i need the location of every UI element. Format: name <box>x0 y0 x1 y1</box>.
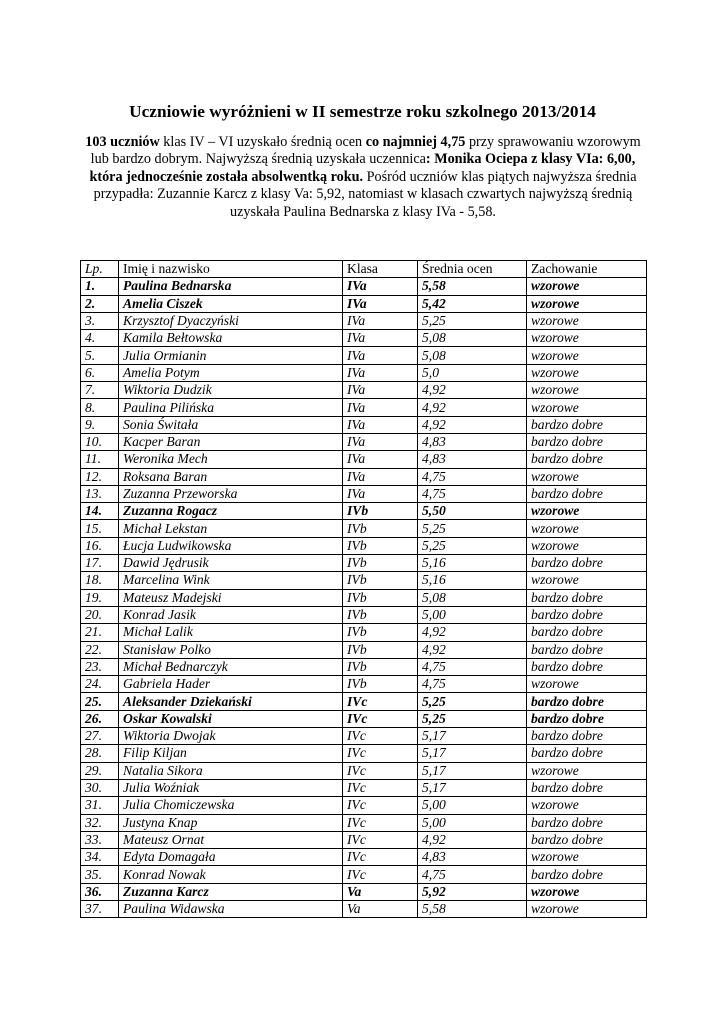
cell-class: IVa <box>343 312 418 329</box>
table-row <box>81 589 647 606</box>
cell-lp: 11. <box>81 451 119 468</box>
cell-name: Konrad Jasik <box>119 606 343 623</box>
cell-class: IVc <box>343 779 418 796</box>
cell-lp: 34. <box>81 849 119 866</box>
table-row <box>81 883 647 900</box>
cell-lp: 36. <box>81 883 119 900</box>
cell-behavior: bardzo dobre <box>527 779 647 796</box>
cell-lp: 17. <box>81 555 119 572</box>
cell-name: Julia Chomiczewska <box>119 797 343 814</box>
cell-lp: 10. <box>81 433 119 450</box>
cell-class: IVa <box>343 433 418 450</box>
table-row <box>81 641 647 658</box>
table-row <box>81 330 647 347</box>
cell-lp: 7. <box>81 382 119 399</box>
table-row <box>81 555 647 572</box>
cell-behavior: wzorowe <box>527 278 647 295</box>
cell-lp: 26. <box>81 710 119 727</box>
cell-class: IVa <box>343 364 418 381</box>
cell-class: IVa <box>343 347 418 364</box>
cell-average: 5,92 <box>418 883 527 900</box>
table-row <box>81 416 647 433</box>
cell-behavior: bardzo dobre <box>527 710 647 727</box>
cell-average: 5,08 <box>418 330 527 347</box>
cell-behavior: bardzo dobre <box>527 728 647 745</box>
cell-name: Justyna Knap <box>119 814 343 831</box>
cell-class: IVc <box>343 693 418 710</box>
cell-class: IVb <box>343 624 418 641</box>
table-row <box>81 745 647 762</box>
cell-name: Paulina Bednarska <box>119 278 343 295</box>
cell-behavior: wzorowe <box>527 364 647 381</box>
header-name: Imię i nazwisko <box>119 261 343 278</box>
cell-average: 5,58 <box>418 278 527 295</box>
cell-behavior: wzorowe <box>527 312 647 329</box>
cell-lp: 6. <box>81 364 119 381</box>
header-class: Klasa <box>343 261 418 278</box>
cell-name: Dawid Jędrusik <box>119 555 343 572</box>
cell-behavior: bardzo dobre <box>527 624 647 641</box>
cell-class: IVa <box>343 295 418 312</box>
table-row <box>81 382 647 399</box>
cell-average: 5,08 <box>418 347 527 364</box>
cell-average: 4,83 <box>418 451 527 468</box>
intro-segment: przy sprawowaniu wzorowym lub bardzo dobrym. Najwyższą średnią uzyskała uczennica <box>90 134 641 168</box>
cell-name: Łucja Ludwikowska <box>119 537 343 554</box>
table-row <box>81 399 647 416</box>
table-row <box>81 312 647 329</box>
cell-lp: 4. <box>81 330 119 347</box>
cell-lp: 23. <box>81 658 119 675</box>
cell-lp: 9. <box>81 416 119 433</box>
table-row <box>81 900 647 917</box>
cell-name: Zuzanna Przeworska <box>119 485 343 502</box>
cell-name: Sonia Świtała <box>119 416 343 433</box>
cell-average: 4,75 <box>418 658 527 675</box>
cell-behavior: bardzo dobre <box>527 589 647 606</box>
table-row <box>81 503 647 520</box>
cell-lp: 22. <box>81 641 119 658</box>
cell-name: Weronika Mech <box>119 451 343 468</box>
table-row <box>81 762 647 779</box>
cell-behavior: wzorowe <box>527 797 647 814</box>
cell-name: Marcelina Wink <box>119 572 343 589</box>
cell-name: Julia Woźniak <box>119 779 343 796</box>
cell-class: IVa <box>343 399 418 416</box>
cell-lp: 20. <box>81 606 119 623</box>
cell-behavior: wzorowe <box>527 503 647 520</box>
table-row <box>81 347 647 364</box>
cell-name: Krzysztof Dyaczyński <box>119 312 343 329</box>
cell-average: 5,25 <box>418 710 527 727</box>
cell-class: IVb <box>343 641 418 658</box>
cell-lp: 18. <box>81 572 119 589</box>
cell-average: 4,92 <box>418 641 527 658</box>
table-row <box>81 779 647 796</box>
cell-behavior: bardzo dobre <box>527 416 647 433</box>
cell-behavior: bardzo dobre <box>527 555 647 572</box>
cell-lp: 12. <box>81 468 119 485</box>
cell-behavior: wzorowe <box>527 520 647 537</box>
cell-name: Zuzanna Rogacz <box>119 503 343 520</box>
table-row <box>81 728 647 745</box>
cell-behavior: wzorowe <box>527 900 647 917</box>
table-row <box>81 831 647 848</box>
cell-class: Va <box>343 883 418 900</box>
intro-segment: 103 uczniów <box>85 134 160 150</box>
cell-class: IVb <box>343 658 418 675</box>
cell-class: IVc <box>343 814 418 831</box>
cell-name: Gabriela Hader <box>119 676 343 693</box>
cell-lp: 32. <box>81 814 119 831</box>
cell-behavior: bardzo dobre <box>527 658 647 675</box>
cell-average: 5,17 <box>418 762 527 779</box>
table-row <box>81 451 647 468</box>
cell-average: 4,75 <box>418 676 527 693</box>
table-row <box>81 676 647 693</box>
cell-behavior: wzorowe <box>527 347 647 364</box>
cell-average: 4,83 <box>418 433 527 450</box>
cell-class: IVb <box>343 537 418 554</box>
cell-average: 4,75 <box>418 485 527 502</box>
cell-lp: 13. <box>81 485 119 502</box>
cell-behavior: wzorowe <box>527 572 647 589</box>
cell-class: IVc <box>343 849 418 866</box>
cell-behavior: wzorowe <box>527 330 647 347</box>
table-row <box>81 606 647 623</box>
cell-class: IVa <box>343 278 418 295</box>
cell-behavior: wzorowe <box>527 382 647 399</box>
cell-average: 4,92 <box>418 399 527 416</box>
header-behavior: Zachowanie <box>527 261 647 278</box>
cell-name: Natalia Sikora <box>119 762 343 779</box>
cell-average: 5,25 <box>418 520 527 537</box>
cell-class: IVc <box>343 745 418 762</box>
cell-name: Michał Bednarczyk <box>119 658 343 675</box>
cell-name: Paulina Pilińska <box>119 399 343 416</box>
cell-class: IVc <box>343 866 418 883</box>
cell-lp: 33. <box>81 831 119 848</box>
cell-class: IVa <box>343 382 418 399</box>
cell-behavior: bardzo dobre <box>527 814 647 831</box>
cell-behavior: bardzo dobre <box>527 485 647 502</box>
cell-name: Wiktoria Dwojak <box>119 728 343 745</box>
table-header-row <box>81 261 647 278</box>
cell-name: Filip Kiljan <box>119 745 343 762</box>
table-body <box>81 278 647 918</box>
cell-lp: 3. <box>81 312 119 329</box>
cell-class: IVc <box>343 831 418 848</box>
cell-lp: 5. <box>81 347 119 364</box>
cell-lp: 1. <box>81 278 119 295</box>
cell-name: Oskar Kowalski <box>119 710 343 727</box>
cell-name: Zuzanna Karcz <box>119 883 343 900</box>
intro-segment: Pośród uczniów klas piątych najwyższa średnia przypadła: Zuzannie Karcz z klasy Va: 5,92, natomiast w klasach czwartych najwyższą średnią uzyskała Paulina Bednarska z klasy IVa - 5,58. <box>93 168 637 220</box>
cell-average: 5,25 <box>418 312 527 329</box>
cell-behavior: wzorowe <box>527 762 647 779</box>
cell-class: IVc <box>343 710 418 727</box>
cell-class: IVb <box>343 503 418 520</box>
cell-average: 5,17 <box>418 745 527 762</box>
cell-average: 5,0 <box>418 364 527 381</box>
cell-class: IVb <box>343 520 418 537</box>
cell-behavior: bardzo dobre <box>527 831 647 848</box>
table-row <box>81 364 647 381</box>
cell-class: IVa <box>343 330 418 347</box>
cell-class: IVa <box>343 451 418 468</box>
cell-lp: 35. <box>81 866 119 883</box>
cell-class: IVa <box>343 485 418 502</box>
cell-lp: 30. <box>81 779 119 796</box>
cell-name: Michał Lalik <box>119 624 343 641</box>
cell-behavior: wzorowe <box>527 849 647 866</box>
cell-class: IVc <box>343 728 418 745</box>
cell-average: 5,42 <box>418 295 527 312</box>
cell-class: IVc <box>343 797 418 814</box>
cell-name: Roksana Baran <box>119 468 343 485</box>
intro-segment: : Monika Ociepa z klasy VIa: 6,00, która jednocześnie została absolwentką roku. <box>89 151 636 185</box>
cell-behavior: bardzo dobre <box>527 693 647 710</box>
cell-average: 5,00 <box>418 606 527 623</box>
intro-paragraph <box>84 134 642 221</box>
table-row <box>81 693 647 710</box>
table-row <box>81 710 647 727</box>
cell-name: Amelia Potym <box>119 364 343 381</box>
cell-average: 5,16 <box>418 572 527 589</box>
cell-average: 5,00 <box>418 797 527 814</box>
cell-lp: 31. <box>81 797 119 814</box>
cell-name: Kacper Baran <box>119 433 343 450</box>
table-row <box>81 433 647 450</box>
cell-lp: 29. <box>81 762 119 779</box>
cell-lp: 21. <box>81 624 119 641</box>
cell-behavior: wzorowe <box>527 468 647 485</box>
cell-lp: 8. <box>81 399 119 416</box>
table-row <box>81 814 647 831</box>
cell-name: Edyta Domagała <box>119 849 343 866</box>
cell-average: 5,58 <box>418 900 527 917</box>
cell-lp: 14. <box>81 503 119 520</box>
cell-average: 5,00 <box>418 814 527 831</box>
cell-average: 4,92 <box>418 382 527 399</box>
cell-behavior: bardzo dobre <box>527 606 647 623</box>
cell-name: Julia Ormianin <box>119 347 343 364</box>
cell-class: Va <box>343 900 418 917</box>
cell-average: 4,92 <box>418 831 527 848</box>
table-row <box>81 295 647 312</box>
header-lp: Lp. <box>81 261 119 278</box>
cell-class: IVb <box>343 589 418 606</box>
cell-lp: 2. <box>81 295 119 312</box>
intro-segment: co najmniej 4,75 <box>365 134 466 150</box>
cell-class: IVa <box>343 468 418 485</box>
cell-behavior: bardzo dobre <box>527 866 647 883</box>
cell-average: 5,25 <box>418 537 527 554</box>
table-row <box>81 797 647 814</box>
page-title: Uczniowie wyróżnieni w II semestrze roku szkolnego 2013/2014 <box>129 102 596 121</box>
cell-average: 5,08 <box>418 589 527 606</box>
cell-name: Konrad Nowak <box>119 866 343 883</box>
cell-behavior: wzorowe <box>527 537 647 554</box>
cell-behavior: bardzo dobre <box>527 641 647 658</box>
cell-average: 4,92 <box>418 416 527 433</box>
cell-name: Wiktoria Dudzik <box>119 382 343 399</box>
cell-behavior: wzorowe <box>527 883 647 900</box>
table-row <box>81 485 647 502</box>
table-row <box>81 624 647 641</box>
cell-class: IVb <box>343 606 418 623</box>
cell-lp: 24. <box>81 676 119 693</box>
table-row <box>81 849 647 866</box>
cell-name: Amelia Ciszek <box>119 295 343 312</box>
cell-name: Stanisław Polko <box>119 641 343 658</box>
cell-name: Michał Lekstan <box>119 520 343 537</box>
table-row <box>81 520 647 537</box>
header-average: Średnia ocen <box>418 261 527 278</box>
cell-average: 5,50 <box>418 503 527 520</box>
cell-name: Mateusz Ornat <box>119 831 343 848</box>
cell-name: Mateusz Madejski <box>119 589 343 606</box>
cell-class: IVc <box>343 762 418 779</box>
intro-segment: klas IV – VI uzyskało średnią ocen <box>159 134 366 150</box>
table-row <box>81 278 647 295</box>
cell-lp: 25. <box>81 693 119 710</box>
table-row <box>81 468 647 485</box>
table-row <box>81 537 647 554</box>
cell-behavior: wzorowe <box>527 676 647 693</box>
cell-behavior: bardzo dobre <box>527 433 647 450</box>
cell-name: Kamila Bełtowska <box>119 330 343 347</box>
cell-lp: 19. <box>81 589 119 606</box>
cell-average: 4,92 <box>418 624 527 641</box>
cell-class: IVb <box>343 572 418 589</box>
cell-average: 5,17 <box>418 728 527 745</box>
table-row <box>81 866 647 883</box>
students-table <box>80 260 647 918</box>
cell-class: IVb <box>343 555 418 572</box>
cell-name: Aleksander Dziekański <box>119 693 343 710</box>
cell-class: IVa <box>343 416 418 433</box>
cell-lp: 37. <box>81 900 119 917</box>
cell-behavior: wzorowe <box>527 295 647 312</box>
cell-behavior: bardzo dobre <box>527 451 647 468</box>
cell-lp: 27. <box>81 728 119 745</box>
cell-average: 4,83 <box>418 849 527 866</box>
cell-average: 4,75 <box>418 468 527 485</box>
cell-name: Paulina Widawska <box>119 900 343 917</box>
cell-behavior: bardzo dobre <box>527 745 647 762</box>
cell-lp: 16. <box>81 537 119 554</box>
table-row <box>81 658 647 675</box>
cell-lp: 15. <box>81 520 119 537</box>
table-row <box>81 572 647 589</box>
cell-lp: 28. <box>81 745 119 762</box>
cell-average: 4,75 <box>418 866 527 883</box>
cell-average: 5,25 <box>418 693 527 710</box>
cell-average: 5,16 <box>418 555 527 572</box>
cell-class: IVb <box>343 676 418 693</box>
cell-behavior: wzorowe <box>527 399 647 416</box>
cell-average: 5,17 <box>418 779 527 796</box>
